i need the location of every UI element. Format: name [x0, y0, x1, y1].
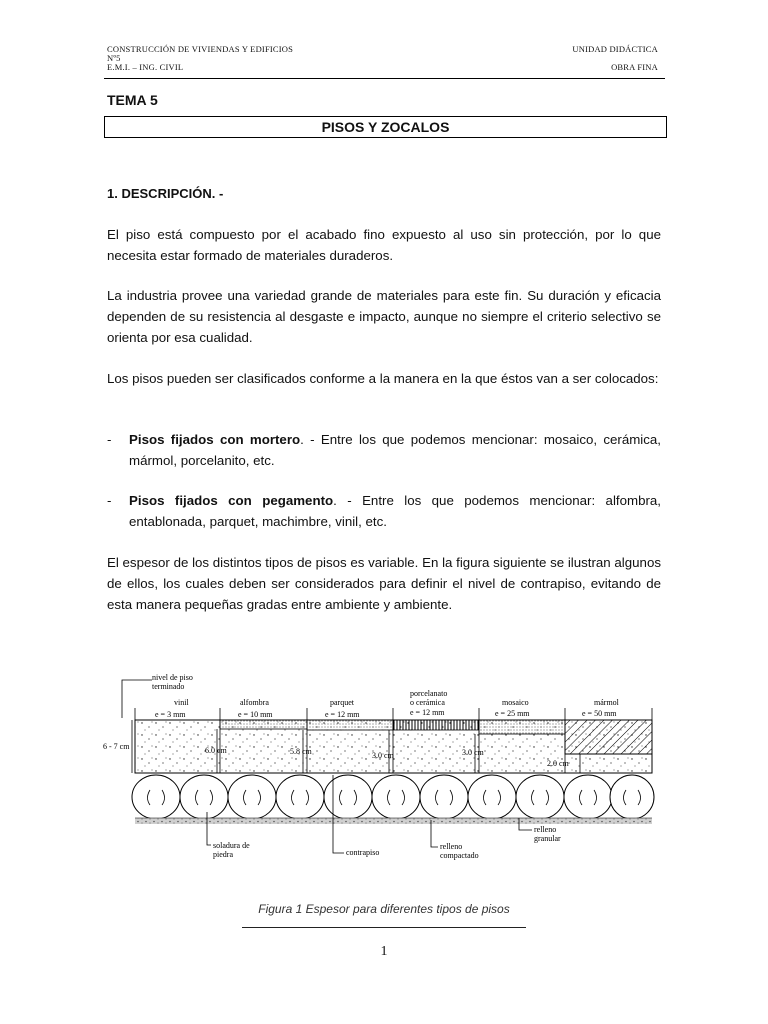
header-institution: E.M.I. – ING. CIVIL	[107, 62, 184, 72]
footer-rule	[242, 927, 526, 928]
label-vinil: vinil	[174, 698, 189, 707]
stone-row	[132, 775, 654, 819]
section-heading: 1. DESCRIPCIÓN. -	[107, 186, 224, 201]
label-porcelanato-e: e = 12 mm	[410, 708, 445, 717]
label-alfombra: alfombra	[240, 698, 269, 707]
label-relleno-granular-2: granular	[534, 834, 561, 843]
label-mosaico-e: e = 25 mm	[495, 709, 530, 718]
label-nivel-2: terminado	[152, 682, 185, 691]
tema-label: TEMA 5	[107, 92, 158, 108]
header-course: CONSTRUCCIÓN DE VIVIENDAS Y EDIFICIOS	[107, 44, 294, 54]
label-alfombra-e: e = 10 mm	[238, 710, 273, 719]
page-number: 1	[380, 944, 388, 959]
list-item-term: Pisos fijados con pegamento	[129, 493, 334, 508]
header-number: Nº5	[107, 53, 121, 63]
paragraph-2: La industria provee una variedad grande de materiales para este fin. Su duración y eficacia dependen de su resistencia al desgaste e impacto, aunque no siempre el criterio selectivo se orienta por esa cualidad.	[107, 288, 661, 345]
porcelanato-layer	[393, 720, 479, 730]
paragraph-1: El piso está compuesto por el acabado fino expuesto al uso sin protección, por lo que necesita estar formado de materiales duraderos.	[107, 227, 661, 263]
label-parquet: parquet	[330, 698, 354, 707]
header-unit: UNIDAD DIDÁCTICA	[572, 44, 658, 54]
label-soladura-1: soladura de	[213, 841, 250, 850]
mosaico-layer	[479, 720, 565, 734]
list-bullet: -	[107, 432, 112, 447]
list-item	[107, 429, 661, 471]
label-parquet-e: e = 12 mm	[325, 710, 360, 719]
header-rule	[104, 78, 665, 79]
page-title: PISOS Y ZOCALOS	[104, 116, 667, 138]
relleno-compactado-layer	[135, 818, 652, 824]
label-relleno-compactado-1: relleno	[440, 842, 463, 851]
list-item-text: . - Entre los que podemos mencionar: alfombra, entablonada, parquet, machimbre, vinil, etc.	[129, 493, 661, 529]
paragraph-4: El espesor de los distintos tipos de pisos es variable. En la figura siguiente se ilustran algunos de ellos, los cuales deben ser considerados para definir el nivel de contrapiso, evitando de esta manera pequeñas gradas entre ambiente y ambiente.	[107, 555, 661, 612]
list-bullet: -	[107, 493, 112, 508]
dim-5-8cm: 5.8 cm	[290, 747, 312, 756]
paragraph-3: Los pisos pueden ser clasificados conforme a la manera en la que éstos van a ser colocados:	[107, 371, 659, 386]
header-left	[107, 45, 293, 72]
label-mosaico: mosaico	[502, 698, 529, 707]
label-marmol: mármol	[594, 698, 619, 707]
dim-2-0cm: 2.0 cm	[547, 759, 569, 768]
dim-6-0cm: 6.0 cm	[205, 746, 227, 755]
label-soladura-2: piedra	[213, 850, 233, 859]
list-item-text: . - Entre los que podemos mencionar: mosaico, cerámica, mármol, porcelanito, etc.	[129, 432, 661, 468]
parquet-layer	[307, 720, 393, 730]
label-porcelanato-2: o cerámica	[410, 698, 445, 707]
label-porcelanato-1: porcelanato	[410, 689, 448, 698]
label-contrapiso: contrapiso	[346, 848, 380, 857]
label-marmol-e: e = 50 mm	[582, 709, 617, 718]
list-item-term: Pisos fijados con mortero	[129, 432, 301, 447]
label-relleno-granular-1: relleno	[534, 825, 557, 834]
label-nivel-1: nivel de piso	[152, 673, 193, 682]
alfombra-layer	[220, 720, 307, 729]
header-right	[572, 45, 658, 72]
dim-3-0cm-b: 3.0 cm	[462, 748, 484, 757]
label-vinil-e: e = 3 mm	[155, 710, 186, 719]
dim-6-7cm: 6 - 7 cm	[103, 742, 130, 751]
header-topic: OBRA FINA	[611, 62, 658, 72]
floor-thickness-figure	[0, 660, 768, 900]
list-item	[107, 490, 661, 532]
figure-caption: Figura 1 Espesor para diferentes tipos de pisos	[258, 902, 510, 916]
marmol-layer	[565, 720, 652, 754]
dim-3-0cm-a: 3.0 cm	[372, 751, 394, 760]
label-relleno-compactado-2: compactado	[440, 851, 479, 860]
